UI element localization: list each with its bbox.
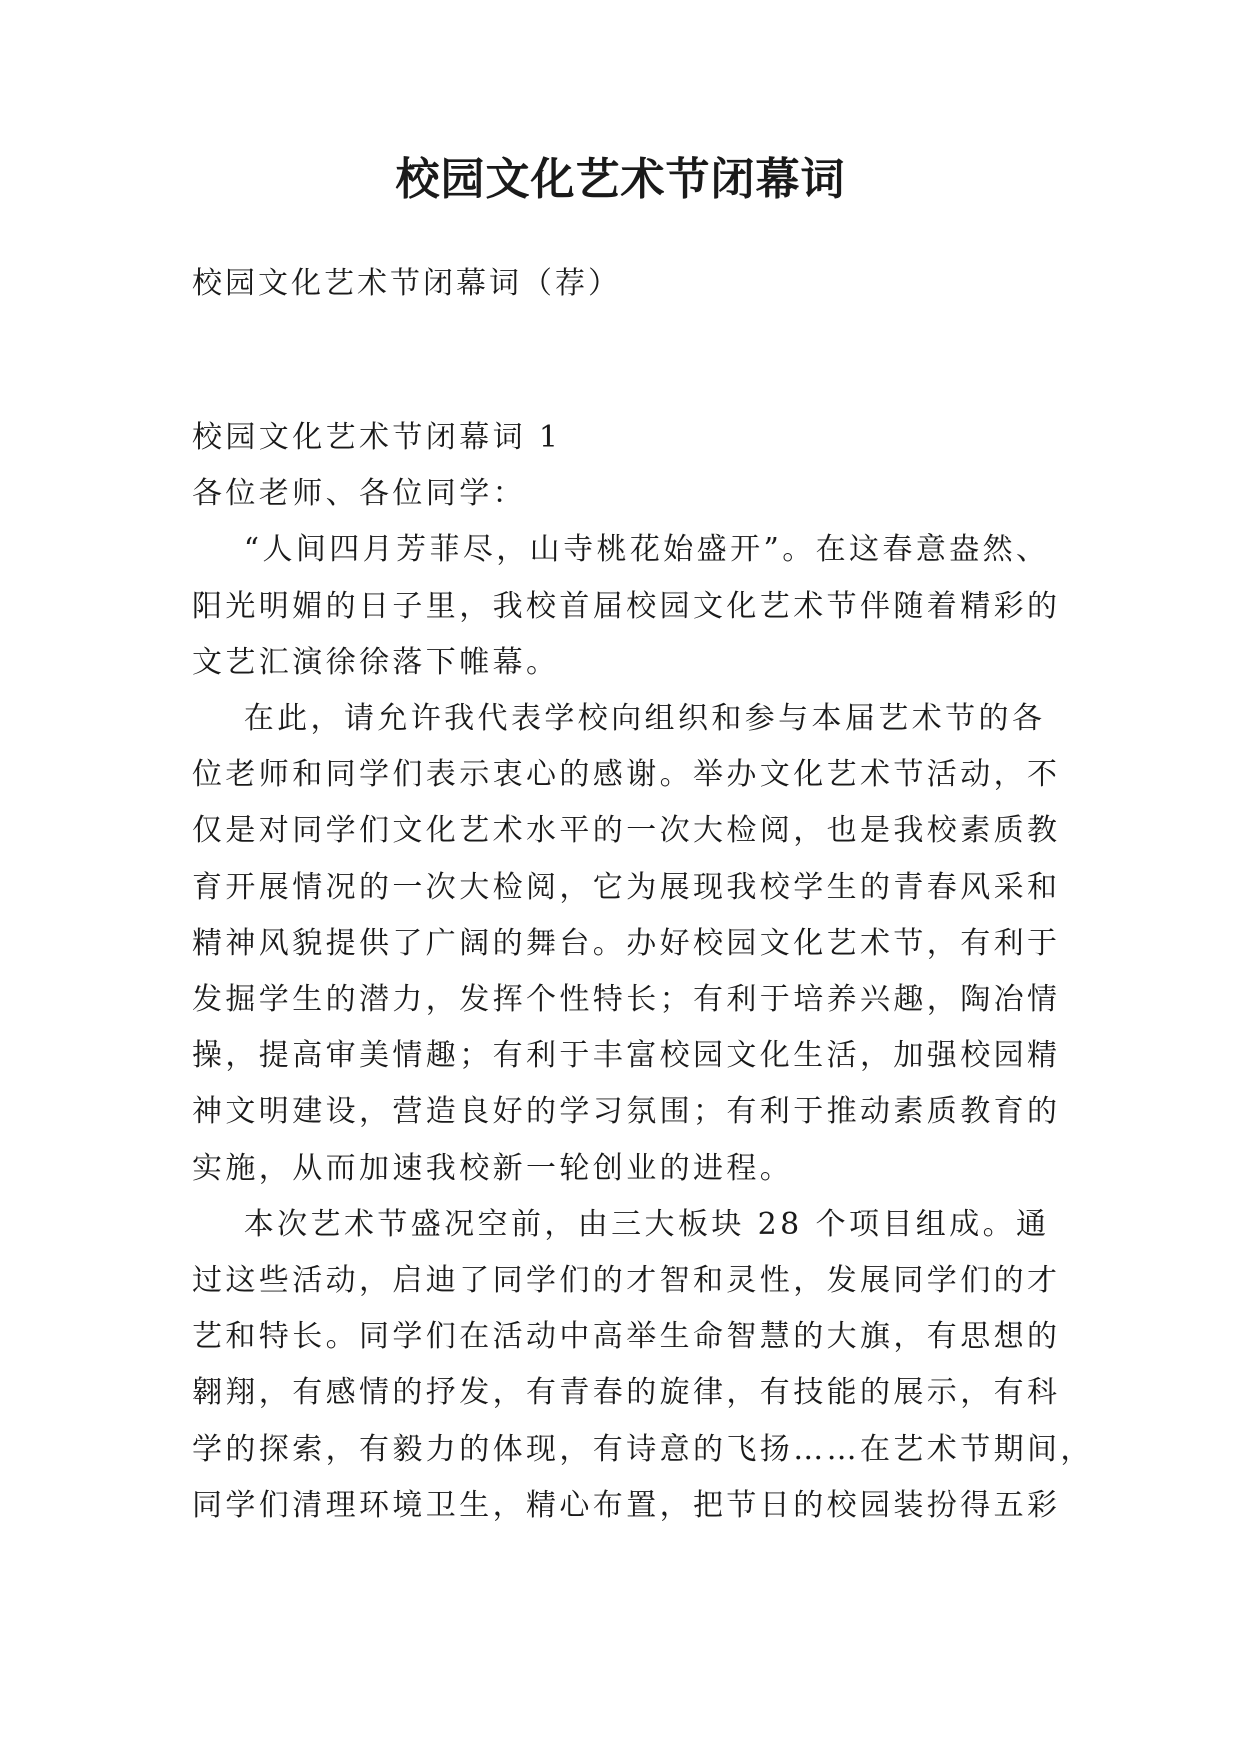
section-heading: 校园文化艺术节闭幕词 1 [192,420,562,455]
body-line: 翱翔，有感情的抒发，有青春的旋律，有技能的展示，有科 [192,1375,1061,1411]
body-line: 操，提高审美情趣；有利于丰富校园文化生活，加强校园精 [192,1038,1061,1074]
body-line: 位老师和同学们表示衷心的感谢。举办文化艺术节活动，不 [192,757,1061,793]
document-subtitle: 校园文化艺术节闭幕词（荐） [192,266,621,301]
body-line: 发掘学生的潜力，发挥个性特长；有利于培养兴趣，陶冶情 [192,982,1061,1018]
body-line: 精神风貌提供了广阔的舞台。办好校园文化艺术节，有利于 [192,925,1061,961]
body-line: 艺和特长。同学们在活动中高举生命智慧的大旗，有思想的 [192,1319,1061,1355]
document-title: 校园文化艺术节闭幕词 [395,154,846,205]
body-line: 阳光明媚的日子里，我校首届校园文化艺术节伴随着精彩的 [192,588,1061,624]
salutation: 各位老师、各位同学： [192,476,526,512]
body-line: 文艺汇演徐徐落下帷幕。 [192,644,560,680]
body-line: 育开展情况的一次大检阅，它为展现我校学生的青春风采和 [192,869,1061,905]
body-line: 同学们清理环境卫生，精心布置，把节日的校园装扮得五彩 [192,1487,1061,1523]
body-line: 本次艺术节盛况空前，由三大板块 28 个项目组成。通 [192,1206,1050,1242]
body-line: 仅是对同学们文化艺术水平的一次大检阅，也是我校素质教 [192,813,1061,849]
body-line: 神文明建设，营造良好的学习氛围；有利于推动素质教育的 [192,1094,1061,1130]
body-line: 过这些活动，启迪了同学们的才智和灵性，发展同学们的才 [192,1263,1061,1299]
document-body [192,410,1094,1534]
body-line: 学的探索，有毅力的体现，有诗意的飞扬……在艺术节期间， [192,1431,1094,1467]
body-line: “人间四月芳菲尽，山寺桃花始盛开”。在这春意盎然、 [192,532,1050,568]
body-line: 在此，请允许我代表学校向组织和参与本届艺术节的各 [192,701,1046,737]
body-line: 实施，从而加速我校新一轮创业的进程。 [192,1150,794,1186]
